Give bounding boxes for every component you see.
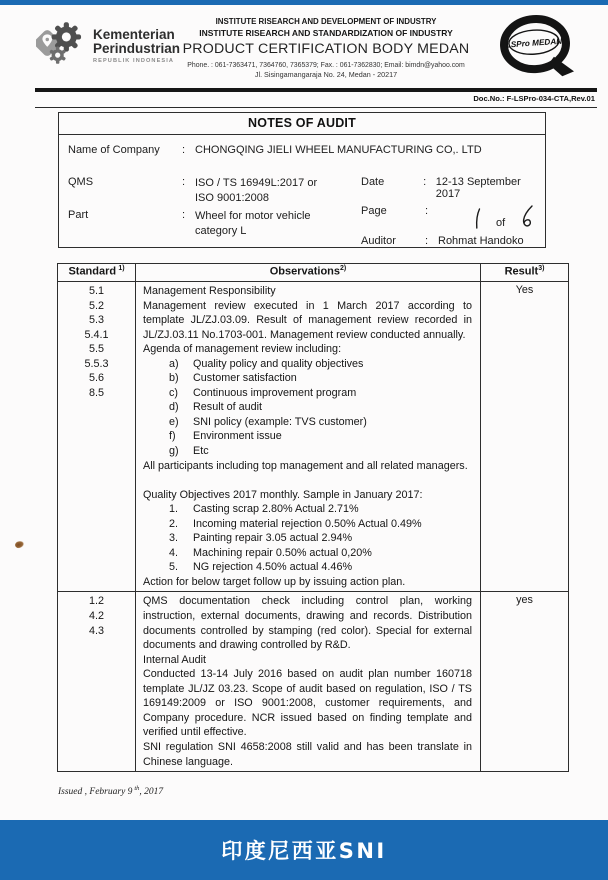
audit-table-row (58, 282, 569, 592)
field-qms (68, 176, 317, 206)
standard-clause: 5.3 (88, 314, 104, 327)
list-item-marker: 1. (169, 503, 179, 516)
list-item-text: SNI policy (example: TVS customer) (193, 415, 367, 428)
observation-paragraph: Agenda of management review including: (143, 343, 342, 356)
observations-header-label: Observations (269, 265, 341, 278)
observations-header-footnote: 2) (340, 265, 347, 272)
standard-header-label: Standard (68, 265, 117, 278)
observation-list-item (143, 371, 472, 386)
standard-clause: 5.5.3 (84, 357, 109, 370)
observation-list-item (143, 400, 472, 415)
standard-header-footnote: 1) (118, 265, 125, 272)
notes-title: NOTES OF AUDIT (59, 113, 545, 135)
date-value: 12-13 September 2017 (435, 176, 521, 200)
part-value-line2: category L (195, 225, 247, 237)
standard-clause: 5.6 (88, 372, 104, 385)
list-item-marker: d) (169, 401, 179, 414)
observations-column-header (136, 264, 481, 282)
page-current-handwritten (472, 208, 482, 229)
company-label: Name of Company (68, 144, 160, 156)
scan-artifact (14, 540, 25, 549)
list-item-text: Continuous improvement program (193, 386, 357, 399)
standard-column-header (58, 264, 136, 282)
issued-date-line (58, 785, 163, 797)
page-total-handwritten (519, 205, 534, 229)
list-item-marker: e) (169, 415, 179, 428)
observation-list-item (143, 415, 472, 430)
issued-ordinal: th (134, 785, 140, 792)
observation-list-item (143, 546, 472, 561)
result-cell: yes (481, 592, 569, 772)
result-column-header (481, 264, 569, 282)
standard-clause: 4.2 (88, 610, 104, 623)
observations-cell (136, 592, 481, 772)
observations-cell (136, 282, 481, 592)
part-value-line1: Wheel for motor vehicle (195, 210, 311, 222)
observation-paragraph: Conducted 13-14 July 2016 based on audit plan number 160718 template JL/JZ 03.23. Scope of audit based on regulation, ISO / TS 169149:2009 or ISO 9001:2008, customer requirements, and Company procedure. NCR issued based on finding template and verified until effective. (143, 668, 472, 739)
standard-clause: 5.1 (88, 285, 104, 297)
observation-paragraph: Quality Objectives 2017 monthly. Sample in January 2017: (143, 488, 423, 501)
doc-number: Doc.No.: F-LSPro-034-CTA,Rev.01 (473, 94, 595, 103)
field-auditor (361, 235, 524, 247)
field-page (361, 205, 534, 229)
issued-suffix: , 2017 (139, 787, 164, 798)
letterhead-center (162, 14, 490, 79)
lspro-logo (490, 14, 608, 87)
page-value (438, 205, 534, 229)
observation-paragraph: Management Responsibility (143, 285, 276, 297)
result-cell: Yes (481, 282, 569, 592)
top-blue-strip (0, 0, 608, 5)
notes-fields (59, 135, 545, 247)
list-item-text: Painting repair 3.05 actual 2.94% (193, 532, 353, 545)
observation-list-item (143, 517, 472, 532)
list-item-text: Environment issue (193, 430, 282, 443)
issued-prefix: Issued , February 9 (58, 787, 133, 798)
institute-line2: INSTITUTE RISEARCH AND STANDARDIZATION OF INDUSTRY (199, 28, 453, 38)
list-item-text: Casting scrap 2.80% Actual 2.71% (193, 503, 359, 516)
result-header-footnote: 3) (538, 265, 545, 272)
page-label: Page (361, 205, 387, 217)
auditor-value: Rohmat Handoko (438, 235, 524, 247)
standard-cell (58, 592, 136, 772)
colon: : (182, 209, 186, 221)
list-item-marker: c) (169, 386, 178, 399)
ministry-name-line3: REPUBLIK INDONESIA (93, 57, 175, 64)
letterhead (0, 14, 608, 87)
qms-label: QMS (68, 176, 94, 188)
page-of-word: of (496, 217, 506, 229)
list-item-marker: b) (169, 372, 179, 385)
date-label: Date (361, 176, 385, 188)
audit-table-header-row (58, 264, 569, 282)
field-company (68, 144, 482, 156)
observation-spacer (143, 473, 472, 488)
observation-list-item (143, 444, 472, 459)
header-divider (35, 88, 597, 92)
list-item-marker: g) (169, 445, 179, 458)
ministry-gear-icon (36, 20, 88, 71)
ministry-logo-block (0, 14, 181, 71)
observation-paragraph: Management review executed in 1 March 2017 according to template JL/ZJ.03.09. Result of management review recorded in JL/ZJ.03.11 No.1703-001. Management review conducted annually. (143, 299, 472, 341)
standard-cell (58, 282, 136, 592)
field-date (361, 176, 545, 200)
list-item-text: Incoming material rejection 0.50% Actual 0.49% (193, 517, 422, 530)
colon: : (182, 144, 186, 156)
list-item-text: NG rejection 4.50% actual 4.46% (193, 561, 353, 574)
ministry-name-line2: Perindustrian (93, 40, 181, 56)
auditor-label: Auditor (361, 235, 396, 247)
qms-value-line2: ISO 9001:2008 (195, 192, 270, 204)
standard-clause: 8.5 (88, 386, 104, 399)
standard-clause: 4.3 (88, 624, 104, 637)
observation-list-item (143, 502, 472, 517)
observation-paragraph: Action for below target follow up by issuing action plan. (143, 575, 406, 588)
ministry-name-line1: Kementerian (93, 26, 175, 42)
colon: : (423, 176, 427, 188)
observation-paragraph: QMS documentation check including control plan, working instruction, external documents, drawing and records. Distribution documents controlled by stamping (red color). Special for external documents and drawing controlled by R&D. (143, 595, 472, 652)
list-item-marker: a) (169, 357, 179, 370)
audit-table (57, 263, 569, 772)
part-value (195, 209, 311, 239)
qms-value-line1: ISO / TS 16949L:2017 or (195, 177, 318, 189)
address-line: Jl. Sisingamangaraja No. 24, Medan - 20217 (254, 70, 398, 79)
audit-table-row (58, 592, 569, 772)
list-item-marker: 4. (169, 546, 179, 559)
list-item-marker: 2. (169, 517, 179, 530)
audit-table-body (58, 282, 569, 772)
list-item-marker: f) (169, 430, 176, 443)
list-item-marker: 5. (169, 561, 179, 574)
bottom-banner (0, 820, 608, 880)
observation-list-item (143, 357, 472, 372)
observation-paragraph: SNI regulation SNI 4658:2008 still valid and has been translate in Chinese language. (143, 740, 472, 768)
observation-list-item (143, 560, 472, 575)
standard-clause: 5.2 (88, 299, 104, 312)
contact-line: Phone. : 061-7363471, 7364760, 7365379; Fax. : 061-7362830; Email: bimdn@yahoo.com (187, 62, 465, 69)
list-item-text: Machining repair 0.50% actual 0,20% (193, 546, 372, 559)
observation-paragraph: Internal Audit (143, 653, 207, 666)
institute-line1: INSTITUTE RISEARCH AND DEVELOPMENT OF INDUSTRY (215, 17, 437, 26)
observation-list-item (143, 429, 472, 444)
doc-number-divider (35, 107, 597, 108)
notes-of-audit-box (58, 112, 546, 248)
list-item-text: Quality policy and quality objectives (193, 357, 364, 370)
standard-clause: 5.5 (88, 343, 104, 356)
list-item-text: Customer satisfaction (193, 372, 297, 385)
part-label: Part (68, 209, 89, 221)
colon: : (425, 205, 429, 217)
list-item-text: Etc (193, 445, 209, 458)
standard-clause: 5.4.1 (84, 328, 109, 341)
lspro-logo-text: LSPro MEDAN (505, 36, 563, 50)
observation-paragraph: All participants including top management and all related managers. (143, 459, 468, 472)
list-item-marker: 3. (169, 532, 179, 545)
qms-value (195, 176, 317, 206)
observation-list-item (143, 386, 472, 401)
certification-body-name: PRODUCT CERTIFICATION BODY MEDAN (182, 41, 470, 57)
field-part (68, 209, 311, 239)
colon: : (425, 235, 429, 247)
company-value: CHONGQING JIELI WHEEL MANUFACTURING CO,. LTD (195, 144, 482, 156)
observation-list-item (143, 531, 472, 546)
colon: : (182, 176, 186, 188)
banner-text: 印度尼西亚SNI (221, 839, 387, 863)
result-header-label: Result (504, 265, 539, 278)
list-item-text: Result of audit (193, 401, 263, 414)
standard-clause: 1.2 (88, 595, 104, 608)
